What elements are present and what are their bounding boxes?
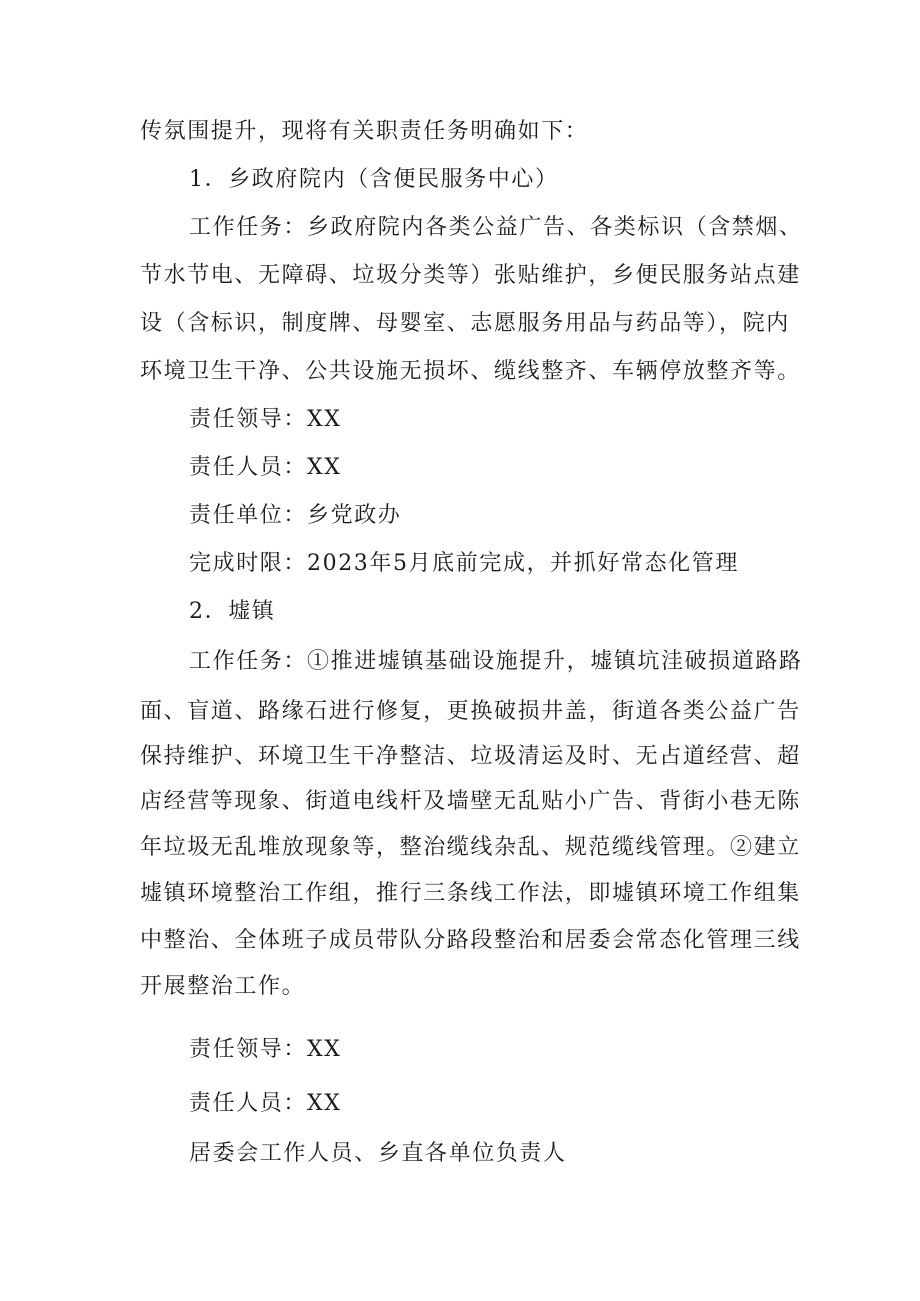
text-line: 责任领导：XX <box>189 407 342 432</box>
text-line: 责任领导：XX <box>189 1037 342 1062</box>
text-line: 责任单位：乡党政办 <box>189 503 402 528</box>
text-line: 面、盲道、路缘石进行修复，更换破损井盖，街道各类公益广告 <box>140 699 801 724</box>
text-line: 保持维护、环境卫生干净整洁、垃圾清运及时、无占道经营、超 <box>140 744 801 769</box>
text-line: 环境卫生干净、公共设施无损坏、缆线整齐、车辆停放整齐等。 <box>140 359 801 384</box>
text-line: 年垃圾无乱堆放现象等，整治缆线杂乱、规范缆线管理。②建立 <box>140 835 801 860</box>
text-line: 工作任务：①推进墟镇基础设施提升，墟镇坑洼破损道路路 <box>189 649 803 674</box>
text-line: 责任人员：XX <box>189 1091 342 1116</box>
text-line: 传氛围提升，现将有关职责任务明确如下： <box>140 119 589 144</box>
text-line: 节水节电、无障碍、垃圾分类等）张贴维护，乡便民服务站点建 <box>140 263 801 288</box>
text-line: 墟镇环境整治工作组，推行三条线工作法，即墟镇环境工作组集 <box>140 881 801 906</box>
text-line: 工作任务：乡政府院内各类公益广告、各类标识（含禁烟、 <box>189 215 803 240</box>
text-line: 责任人员：XX <box>189 455 342 480</box>
text-line: 开展整治工作。 <box>140 974 306 999</box>
section-heading: 1．乡政府院内（含便民服务中心） <box>189 167 559 192</box>
text-line: 设（含标识，制度牌、母婴室、志愿服务用品与药品等），院内 <box>140 311 790 336</box>
text-line: 店经营等现象、街道电线杆及墙壁无乱贴小广告、背街小巷无陈 <box>140 789 801 814</box>
text-line: 中整治、全体班子成员带队分路段整治和居委会常态化管理三线 <box>140 928 801 953</box>
section-heading: 2．墟镇 <box>189 599 276 624</box>
text-line: 完成时限：2023年5月底前完成，并抓好常态化管理 <box>189 551 739 576</box>
text-line: 居委会工作人员、乡直各单位负责人 <box>189 1141 567 1166</box>
